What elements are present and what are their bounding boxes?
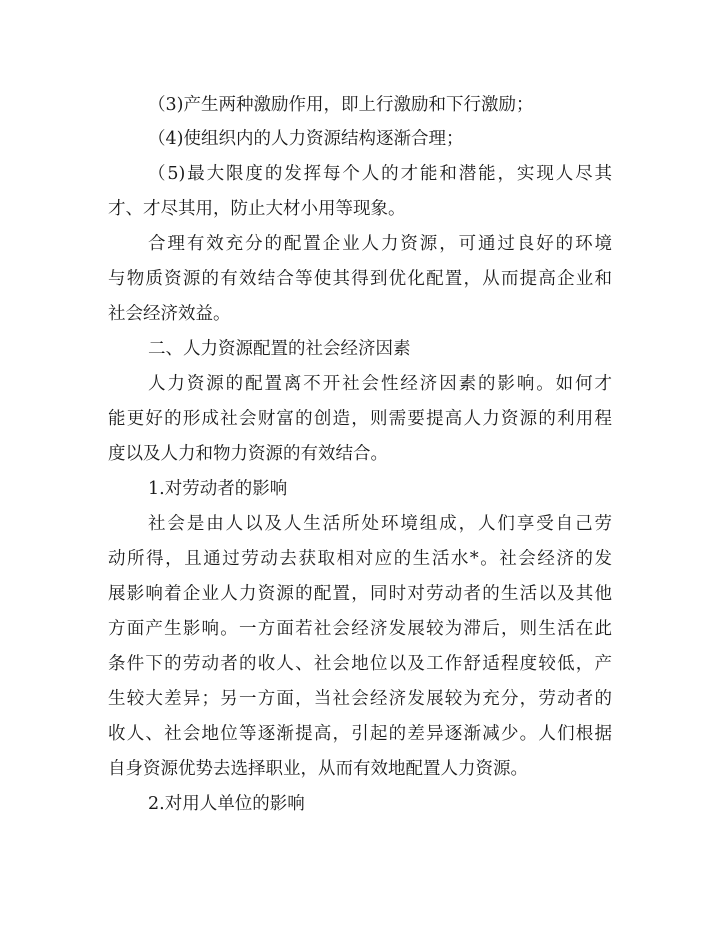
paragraph-line: 收人、社会地位等逐渐提高，引起的差异逐渐减少。人们根据 (108, 724, 612, 744)
section-heading: 二、人力资源配置的社会经济因素 (148, 339, 411, 359)
list-item-3: （3)产生两种激励作用，即上行激励和下行激励； (148, 95, 534, 115)
list-item-4: （4)使组织内的人力资源结构逐渐合理； (148, 129, 464, 149)
paragraph-line: 条件下的劳动者的收人、社会地位以及工作舒适程度较低，产 (108, 654, 612, 674)
paragraph-line: 社会经济效益。 (108, 304, 231, 324)
paragraph-line: 能更好的形成社会财富的创造，则需要提高人力资源的利用程 (108, 409, 612, 429)
list-item-5-line-1: （5)最大限度的发挥每个人的才能和潜能，实现人尽其 (148, 164, 612, 184)
list-item-5-line-2: 才、才尽其用，防止大材小用等现象。 (108, 199, 406, 219)
paragraph-line: 度以及人力和物力资源的有效结合。 (108, 444, 388, 464)
paragraph-line: 动所得，且通过劳动去获取相对应的生活水*。社会经济的发 (108, 549, 612, 569)
paragraph-line: 展影响着企业人力资源的配置，同时对劳动者的生活以及其他 (108, 584, 612, 604)
paragraph-line: 与物质资源的有效结合等使其得到优化配置，从而提高企业和 (108, 269, 612, 289)
paragraph-line: 人力资源的配置离不开社会性经济因素的影响。如何才 (148, 374, 612, 394)
subsection-heading: 2.对用人单位的影响 (148, 794, 305, 814)
paragraph-line: 生较大差异；另一方面，当社会经济发展较为充分，劳动者的 (108, 689, 612, 709)
paragraph-line: 社会是由人以及人生活所处环境组成，人们享受自己劳 (148, 514, 612, 534)
subsection-heading: 1.对劳动者的影响 (148, 479, 288, 499)
paragraph-line: 方面产生影响。一方面若社会经济发展较为滞后，则生活在此 (108, 619, 612, 639)
paragraph-line: 合理有效充分的配置企业人力资源，可通过良好的环境 (148, 234, 612, 254)
paragraph-line: 自身资源优势去选择职业，从而有效地配置人力资源。 (108, 759, 528, 779)
